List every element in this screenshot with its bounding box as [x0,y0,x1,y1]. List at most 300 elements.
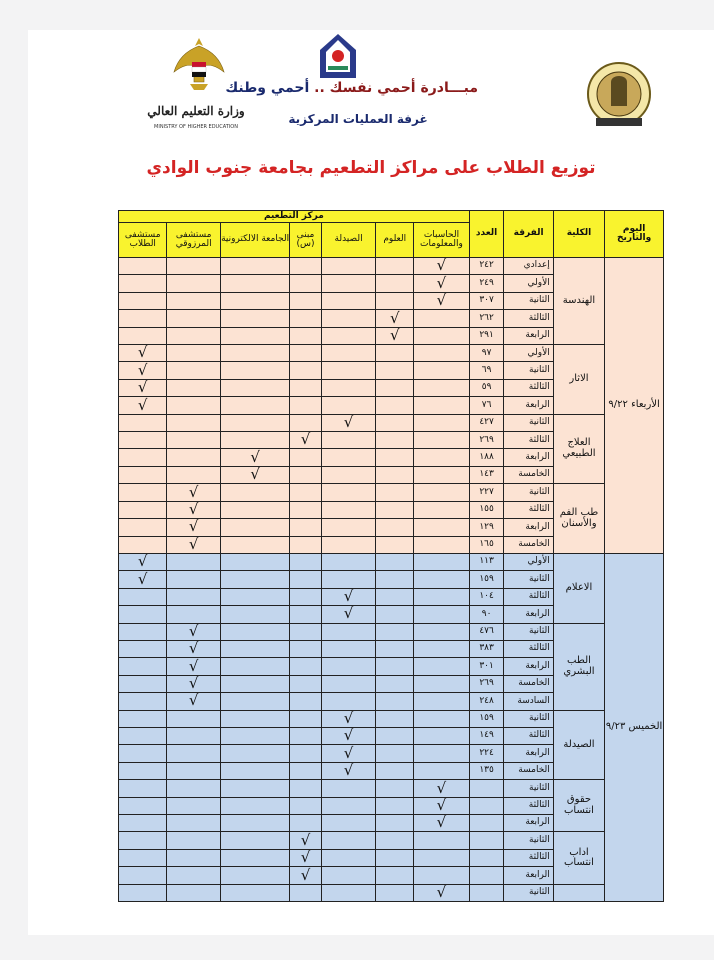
empty-center-cell [414,832,470,849]
year-cell: الرابعة [504,397,553,414]
empty-center-cell [376,501,414,518]
south-valley-university-logo [584,60,654,132]
empty-center-cell [220,640,289,657]
faculty-cell [553,884,604,901]
year-cell: الثالثة [504,432,553,449]
student-count-cell: ٥٩ [469,379,504,396]
empty-center-cell [290,310,322,327]
center-header-computers: الحاسبات والمعلومات [414,223,470,258]
empty-center-cell [376,588,414,605]
empty-center-cell [290,571,322,588]
empty-center-cell [376,414,414,431]
empty-center-cell [119,780,167,797]
empty-center-cell [321,519,376,536]
empty-center-cell [321,362,376,379]
faculty-cell: حقوق انتساب [553,780,604,832]
student-count-cell: ٣٠٧ [469,292,504,309]
empty-center-cell [167,867,221,884]
empty-center-cell [414,658,470,675]
empty-center-cell [414,727,470,744]
empty-center-cell [414,762,470,779]
empty-center-cell [119,745,167,762]
empty-center-cell [220,727,289,744]
empty-center-cell [167,797,221,814]
year-cell: الثالثة [504,501,553,518]
student-count-cell: ١٥٩ [469,710,504,727]
empty-center-cell [414,379,470,396]
empty-center-cell [167,727,221,744]
student-count-cell: ٢٦٩ [469,432,504,449]
empty-center-cell [167,762,221,779]
empty-center-cell [414,588,470,605]
year-cell: الثانية [504,884,553,901]
empty-center-cell [321,693,376,710]
empty-center-cell [220,432,289,449]
empty-center-cell [167,466,221,483]
initiative-prefix: مبـــادرة [420,80,478,96]
year-cell: الثانية [504,571,553,588]
empty-center-cell [167,310,221,327]
empty-center-cell [119,310,167,327]
year-cell: الثانية [504,832,553,849]
student-count-cell [469,849,504,866]
empty-center-cell [321,432,376,449]
check-mark-cell: √ [321,745,376,762]
empty-center-cell [167,849,221,866]
student-count-cell: ١٥٥ [469,501,504,518]
letterhead [28,30,714,180]
check-mark-cell: √ [414,292,470,309]
empty-center-cell [414,536,470,553]
year-cell: الثالثة [504,310,553,327]
empty-center-cell [220,327,289,344]
empty-center-cell [414,640,470,657]
empty-center-cell [167,815,221,832]
initiative-separator: .. [309,80,330,96]
student-count-cell: ١٤٣ [469,466,504,483]
student-count-cell: ٢٦٢ [469,310,504,327]
year-cell: الرابعة [504,606,553,623]
empty-center-cell [321,658,376,675]
student-count-cell: ١٥٩ [469,571,504,588]
check-mark-cell: √ [119,362,167,379]
empty-center-cell [220,832,289,849]
year-cell: الرابعة [504,327,553,344]
empty-center-cell [220,571,289,588]
initiative-part-b: أحمي وطنك [225,80,310,96]
year-cell: الثالثة [504,588,553,605]
check-mark-cell: √ [119,571,167,588]
empty-center-cell [414,466,470,483]
check-mark-cell: √ [290,832,322,849]
check-mark-cell: √ [321,588,376,605]
student-count-cell: ١٦٥ [469,536,504,553]
empty-center-cell [119,762,167,779]
student-count-cell: ٣٨٣ [469,640,504,657]
student-count-cell: ٢٤٢ [469,258,504,275]
empty-center-cell [414,606,470,623]
empty-center-cell [321,640,376,657]
empty-center-cell [167,397,221,414]
check-mark-cell: √ [220,449,289,466]
empty-center-cell [290,815,322,832]
empty-center-cell [290,623,322,640]
empty-center-cell [376,675,414,692]
empty-center-cell [167,745,221,762]
empty-center-cell [220,588,289,605]
empty-center-cell [376,710,414,727]
check-mark-cell: √ [290,867,322,884]
empty-center-cell [321,780,376,797]
faculty-cell: اداب انتساب [553,832,604,884]
empty-center-cell [321,571,376,588]
empty-center-cell [321,849,376,866]
student-count-cell [469,832,504,849]
table-row [119,710,664,727]
check-mark-cell: √ [376,310,414,327]
empty-center-cell [321,536,376,553]
empty-center-cell [290,640,322,657]
empty-center-cell [414,745,470,762]
check-mark-cell: √ [321,414,376,431]
student-count-cell: ٢٤٩ [469,275,504,292]
empty-center-cell [220,536,289,553]
empty-center-cell [321,292,376,309]
empty-center-cell [220,780,289,797]
empty-center-cell [220,501,289,518]
year-cell: الثانية [504,484,553,501]
empty-center-cell [290,484,322,501]
empty-center-cell [290,884,322,901]
empty-center-cell [414,362,470,379]
year-cell: الثالثة [504,849,553,866]
empty-center-cell [290,501,322,518]
empty-center-cell [321,397,376,414]
empty-center-cell [290,275,322,292]
empty-center-cell [376,780,414,797]
empty-center-cell [290,466,322,483]
faculty-cell: الاثار [553,345,604,415]
empty-center-cell [321,675,376,692]
empty-center-cell [290,745,322,762]
empty-center-cell [376,797,414,814]
center-header-building-s: مبنى (س) [290,223,322,258]
check-mark-cell: √ [119,553,167,570]
empty-center-cell [167,449,221,466]
empty-center-cell [220,414,289,431]
check-mark-cell: √ [414,258,470,275]
empty-center-cell [321,466,376,483]
empty-center-cell [290,658,322,675]
count-header: العدد [469,211,504,258]
empty-center-cell [167,362,221,379]
empty-center-cell [167,710,221,727]
empty-center-cell [414,849,470,866]
empty-center-cell [321,379,376,396]
empty-center-cell [220,762,289,779]
check-mark-cell: √ [119,379,167,396]
operations-room-label: غرفة العمليات المركزية [288,112,428,126]
year-cell: الخامسة [504,675,553,692]
empty-center-cell [414,414,470,431]
faculty-cell: الطب البشري [553,623,604,710]
empty-center-cell [220,275,289,292]
empty-center-cell [119,414,167,431]
empty-center-cell [290,606,322,623]
empty-center-cell [376,884,414,901]
empty-center-cell [321,501,376,518]
empty-center-cell [376,693,414,710]
empty-center-cell [414,571,470,588]
empty-center-cell [119,867,167,884]
student-count-cell [469,815,504,832]
day-date-cell: الأربعاء ٩/٢٢ [605,258,664,554]
check-mark-cell: √ [220,466,289,483]
faculty-header: الكلية [553,211,604,258]
check-mark-cell: √ [414,884,470,901]
faculty-cell: الهندسة [553,258,604,345]
year-cell: الثانية [504,414,553,431]
empty-center-cell [167,884,221,901]
empty-center-cell [376,815,414,832]
empty-center-cell [220,606,289,623]
student-count-cell: ٢٢٧ [469,484,504,501]
empty-center-cell [167,379,221,396]
check-mark-cell: √ [167,484,221,501]
empty-center-cell [414,710,470,727]
empty-center-cell [321,275,376,292]
empty-center-cell [220,292,289,309]
year-cell: الرابعة [504,658,553,675]
empty-center-cell [290,397,322,414]
empty-center-cell [376,379,414,396]
year-cell: الرابعة [504,745,553,762]
year-cell: الثانية [504,292,553,309]
empty-center-cell [119,710,167,727]
year-cell: الأولي [504,275,553,292]
empty-center-cell [220,345,289,362]
empty-center-cell [119,536,167,553]
center-header-e-university: الجامعة الالكترونية [220,223,289,258]
empty-center-cell [119,675,167,692]
page-title: توزيع الطلاب على مراكز التطعيم بجامعة جنوب الوادي [146,158,596,178]
empty-center-cell [119,606,167,623]
empty-center-cell [376,606,414,623]
empty-center-cell [376,623,414,640]
empty-center-cell [290,675,322,692]
year-cell: الثالثة [504,379,553,396]
student-count-cell: ٢٦٩ [469,675,504,692]
empty-center-cell [321,884,376,901]
empty-center-cell [220,310,289,327]
empty-center-cell [119,432,167,449]
empty-center-cell [220,519,289,536]
ministry-name-english: MINISTRY OF HIGHER EDUCATION [154,124,238,130]
empty-center-cell [119,258,167,275]
empty-center-cell [414,867,470,884]
empty-center-cell [290,780,322,797]
student-count-cell: ٢٩١ [469,327,504,344]
empty-center-cell [376,553,414,570]
student-count-cell: ٤٢٧ [469,414,504,431]
student-count-cell: ١٨٨ [469,449,504,466]
empty-center-cell [119,501,167,518]
faculty-cell: الاعلام [553,553,604,623]
faculty-cell: العلاج الطبيعي [553,414,604,484]
egypt-eagle-emblem [168,32,230,134]
table-row [119,832,664,849]
empty-center-cell [414,327,470,344]
vaccination-schedule-table [118,210,664,902]
empty-center-cell [376,345,414,362]
empty-center-cell [220,797,289,814]
table-row [119,884,664,901]
empty-center-cell [321,345,376,362]
vaccination-centers-header: مركز التطعيم [119,211,470,223]
empty-center-cell [119,849,167,866]
empty-center-cell [414,397,470,414]
empty-center-cell [167,258,221,275]
check-mark-cell: √ [167,693,221,710]
empty-center-cell [220,884,289,901]
empty-center-cell [290,727,322,744]
center-header-science: العلوم [376,223,414,258]
empty-center-cell [119,815,167,832]
day-date-cell: الخميس ٩/٢٣ [605,553,664,901]
empty-center-cell [119,275,167,292]
ministry-name: وزارة التعليم العالي [147,104,245,118]
check-mark-cell: √ [376,327,414,344]
empty-center-cell [290,797,322,814]
empty-center-cell [220,658,289,675]
student-count-cell: ١٣٥ [469,762,504,779]
student-count-cell: ٤٧٦ [469,623,504,640]
year-cell: إعدادي [504,258,553,275]
empty-center-cell [321,867,376,884]
year-header: الفرقة [504,211,553,258]
empty-center-cell [220,397,289,414]
empty-center-cell [376,397,414,414]
year-cell: الثانية [504,710,553,727]
empty-center-cell [119,292,167,309]
empty-center-cell [167,606,221,623]
empty-center-cell [414,449,470,466]
empty-center-cell [220,553,289,570]
empty-center-cell [167,571,221,588]
student-count-cell [469,780,504,797]
empty-center-cell [167,553,221,570]
empty-center-cell [414,675,470,692]
empty-center-cell [220,867,289,884]
empty-center-cell [414,623,470,640]
student-count-cell: ١١٣ [469,553,504,570]
empty-center-cell [321,258,376,275]
empty-center-cell [376,832,414,849]
empty-center-cell [321,815,376,832]
empty-center-cell [414,310,470,327]
empty-center-cell [321,797,376,814]
check-mark-cell: √ [167,623,221,640]
year-cell: الخامسة [504,762,553,779]
table-row [119,553,664,570]
empty-center-cell [376,362,414,379]
empty-center-cell [220,693,289,710]
empty-center-cell [290,362,322,379]
empty-center-cell [119,832,167,849]
student-count-cell [469,884,504,901]
empty-center-cell [290,292,322,309]
check-mark-cell: √ [167,519,221,536]
empty-center-cell [321,449,376,466]
empty-center-cell [290,553,322,570]
empty-center-cell [290,345,322,362]
check-mark-cell: √ [167,640,221,657]
empty-center-cell [167,832,221,849]
faculty-cell: الصيدلة [553,710,604,780]
empty-center-cell [167,780,221,797]
faculty-cell: طب الفم والأسنان [553,484,604,554]
check-mark-cell: √ [414,797,470,814]
year-cell: الرابعة [504,867,553,884]
empty-center-cell [290,536,322,553]
empty-center-cell [414,484,470,501]
empty-center-cell [220,710,289,727]
empty-center-cell [167,414,221,431]
year-cell: الخامسة [504,536,553,553]
student-count-cell: ٢٢٤ [469,745,504,762]
year-cell: الثانية [504,623,553,640]
empty-center-cell [376,449,414,466]
empty-center-cell [167,588,221,605]
year-cell: الرابعة [504,449,553,466]
student-count-cell: ١٠٤ [469,588,504,605]
student-count-cell: ٢٤٨ [469,693,504,710]
check-mark-cell: √ [119,397,167,414]
initiative-part-a: أحمي نفسك [329,80,416,96]
empty-center-cell [119,884,167,901]
check-mark-cell: √ [414,275,470,292]
empty-center-cell [376,466,414,483]
student-count-cell: ٧٦ [469,397,504,414]
empty-center-cell [376,536,414,553]
center-header-students-hospital: مستشفى الطلاب [119,223,167,258]
empty-center-cell [119,640,167,657]
empty-center-cell [119,466,167,483]
empty-center-cell [290,258,322,275]
table-row [119,623,664,640]
year-cell: السادسة [504,693,553,710]
empty-center-cell [290,693,322,710]
empty-center-cell [414,345,470,362]
document-page [28,30,714,935]
table-row [119,484,664,501]
empty-center-cell [167,292,221,309]
empty-center-cell [290,379,322,396]
empty-center-cell [321,553,376,570]
initiative-slogan [225,80,478,96]
empty-center-cell [321,484,376,501]
empty-center-cell [376,275,414,292]
empty-center-cell [220,623,289,640]
empty-center-cell [220,258,289,275]
empty-center-cell [119,623,167,640]
empty-center-cell [220,815,289,832]
empty-center-cell [290,519,322,536]
empty-center-cell [290,414,322,431]
empty-center-cell [414,553,470,570]
empty-center-cell [119,449,167,466]
student-count-cell: ٩٧ [469,345,504,362]
